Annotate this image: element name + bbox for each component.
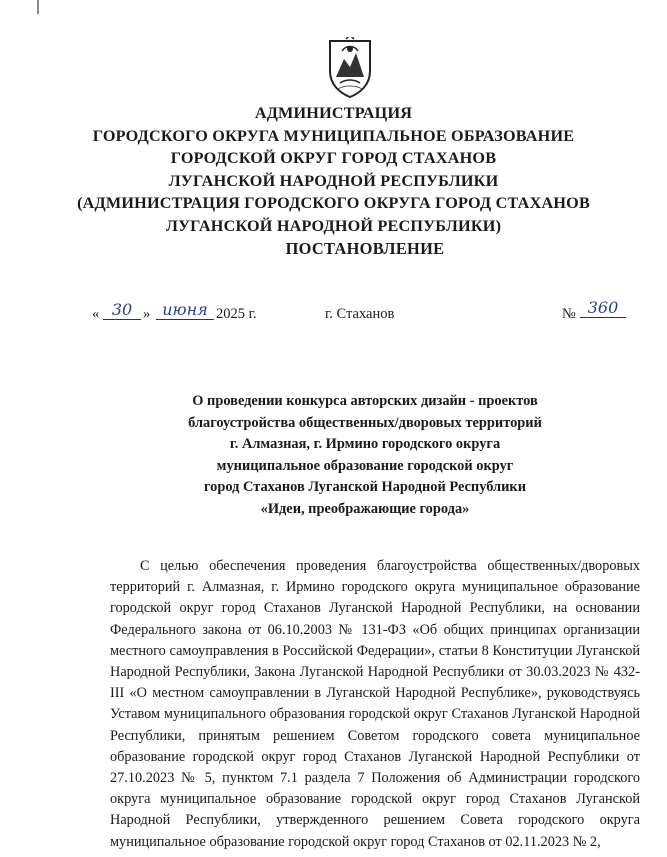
city-name: г. Стаханов <box>325 306 395 322</box>
header-line: ГОРОДСКОЙ ОКРУГ ГОРОД СТАХАНОВ <box>170 149 497 168</box>
header-line: ЛУГАНСКОЙ НАРОДНОЙ РЕСПУБЛИКИ) <box>165 216 502 235</box>
date-number-row <box>0 298 667 332</box>
subject-line: «Идеи, преображающие города» <box>260 500 470 517</box>
document-subject <box>0 391 667 521</box>
document-body <box>110 556 640 853</box>
scan-mark <box>37 0 39 14</box>
subject-line: город Стаханов Луганской Народной Республики <box>204 479 526 496</box>
header-line: ГОРОДСКОГО ОКРУГА МУНИЦИПАЛЬНОЕ ОБРАЗОВАНИЕ <box>92 126 575 145</box>
document-type: ПОСТАНОВЛЕНИЕ <box>285 239 445 258</box>
organization-header <box>0 102 667 238</box>
body-paragraph: С целью обеспечения проведения благоустройства общественных/дворовых территорий г. Алмазная, г. Ирмино городского округа муниципальное образование городской округ город Стаханов Луганской Народной Республики, на основании Федерального закона от 06.10.2003 № 131-ФЗ «Об общих принципах организации местного самоуправления в Российской Федерации», статьи 8 Конституции Луганской Народной Республики, Закона Луганской Народной Республики от 30.03.2023 № 432-III «О местном самоуправлении в Луганской Народной Республике», руководствуясь Уставом муниципального образования городской округ Стаханов Луганской Народной Республики, принятым решением Советом городского совета муниципальное образование городской округ город Стаханов Луганской Народной Республики от 27.10.2023 № 5, пунктом 7.1 раздела 7 Положения об Администрации городского округа муниципальное образование городской округ город Стаханов Луганской Народной Республики, утвержденного решением Совета городского округа муниципальное образование городской округ город Стаханов от 02.11.2023 № 2, <box>110 558 640 850</box>
subject-line: О проведении конкурса авторских дизайн - проектов <box>192 393 538 409</box>
date-month: июня <box>156 302 214 320</box>
coat-of-arms-icon <box>326 37 374 99</box>
date-open-quote: « <box>92 306 100 322</box>
subject-line: г. Алмазная, г. Ирмино городского округа <box>229 436 501 453</box>
subject-line: муниципальное образование городской округ <box>216 457 514 474</box>
header-line: (АДМИНИСТРАЦИЯ ГОРОДСКОГО ОКРУГА ГОРОД СТАХАНОВ <box>77 194 590 213</box>
date-year: 2025 г. <box>216 306 257 322</box>
number-label: № <box>562 306 576 322</box>
date-close-quote: » <box>143 306 151 322</box>
date-day: 30 <box>103 302 141 320</box>
subject-line: благоустройства общественных/дворовых территорий <box>188 414 542 431</box>
header-line: АДМИНИСТРАЦИЯ <box>254 104 413 122</box>
document-number: 360 <box>580 300 626 318</box>
header-line: ЛУГАНСКОЙ НАРОДНОЙ РЕСПУБЛИКИ <box>168 171 499 190</box>
